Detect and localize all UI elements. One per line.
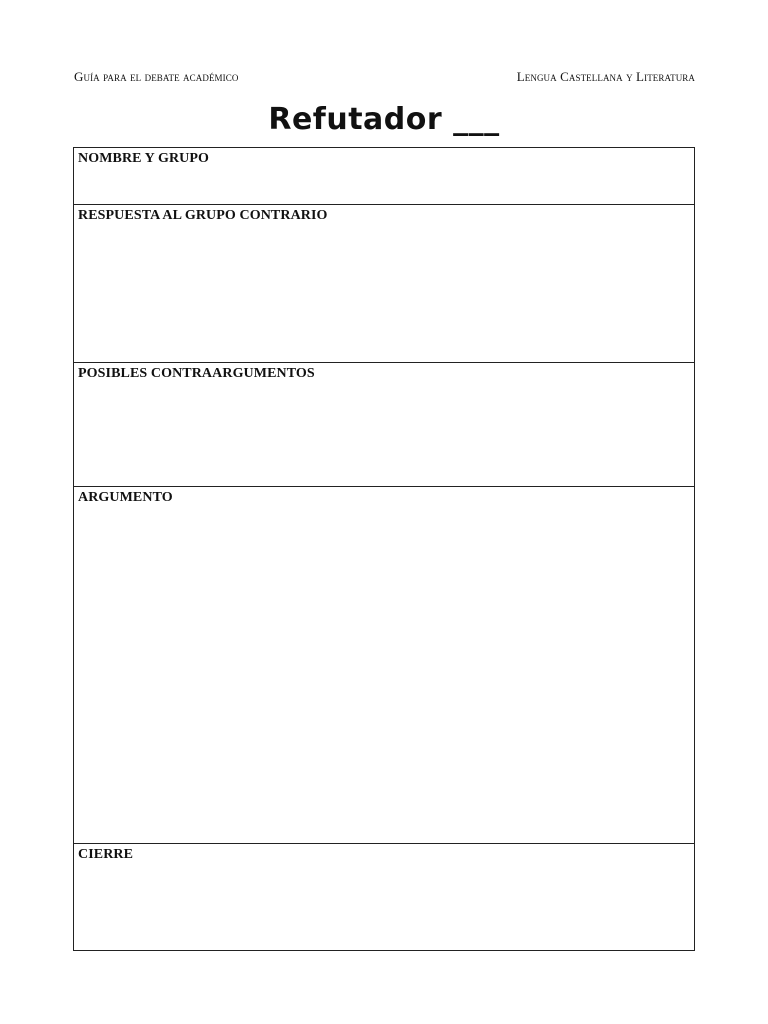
cierre-field[interactable]: [74, 866, 694, 950]
section-label: POSIBLES CONTRAARGUMENTOS: [78, 366, 315, 381]
debate-form-table: [73, 147, 695, 951]
section-argumento: [74, 487, 694, 844]
section-label: ARGUMENTO: [78, 490, 173, 505]
section-label: RESPUESTA AL GRUPO CONTRARIO: [78, 208, 328, 223]
page-title: Refutador ___: [268, 102, 500, 137]
posibles-contraargumentos-field[interactable]: [74, 385, 694, 486]
section-nombre-y-grupo: [74, 148, 694, 205]
running-header: [74, 69, 695, 85]
argumento-field[interactable]: [74, 509, 694, 843]
header-subject: Lengua Castellana y Literatura: [516, 69, 695, 84]
section-cierre: [74, 844, 694, 950]
nombre-y-grupo-field[interactable]: [74, 170, 694, 204]
respuesta-grupo-contrario-field[interactable]: [74, 227, 694, 362]
section-label: NOMBRE Y GRUPO: [78, 151, 210, 166]
section-posibles-contraargumentos: [74, 363, 694, 487]
section-label: CIERRE: [78, 847, 134, 862]
section-respuesta-grupo-contrario: [74, 205, 694, 363]
header-guide-title: Guía para el debate académico: [74, 69, 239, 84]
